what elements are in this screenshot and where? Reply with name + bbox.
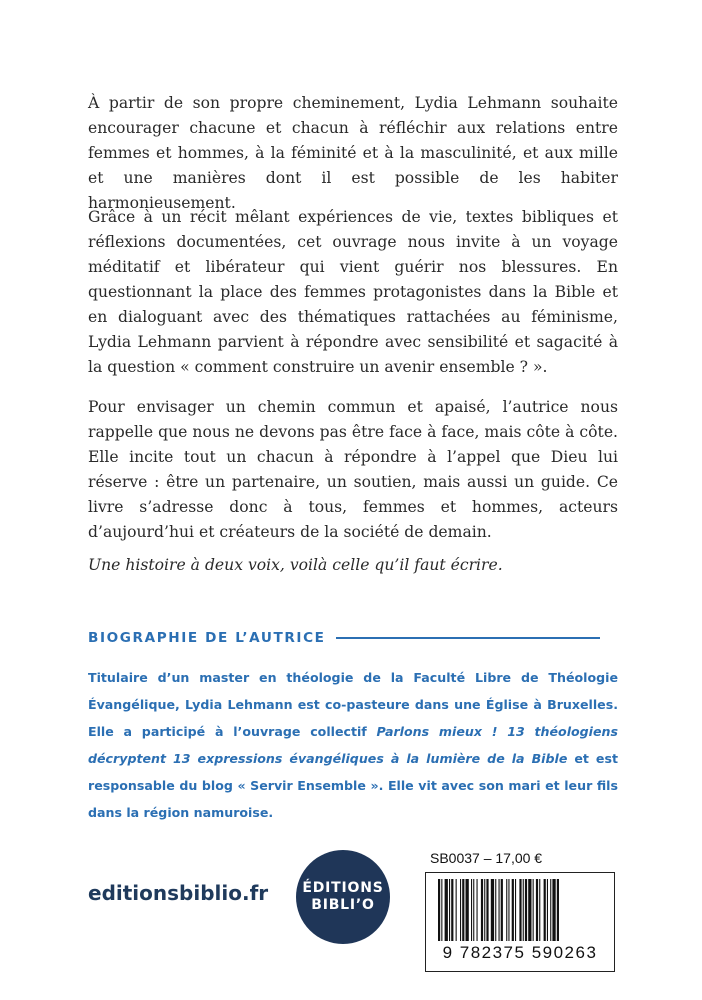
logo-line-1: ÉDITIONS bbox=[302, 880, 384, 896]
barcode-icon bbox=[436, 879, 604, 941]
publisher-website: editionsbiblio.fr bbox=[88, 881, 269, 905]
publisher-logo bbox=[296, 850, 390, 944]
isbn-number: 9 782375 590263 bbox=[442, 943, 598, 962]
barcode-frame bbox=[425, 872, 615, 972]
bio-text-part-2: et est responsable du blog « Servir Ensemble ». Elle vit avec son mari et leur fils dans la région namuroise. bbox=[88, 751, 618, 820]
barcode-block bbox=[425, 850, 615, 970]
bio-book-title: Parlons mieux ! 13 théologiens décryptent 13 expressions évangéliques à la lumière de la Bible bbox=[88, 724, 618, 766]
bio-header bbox=[88, 628, 600, 648]
bio-text-part-1: Titulaire d’un master en théologie de la Faculté Libre de Théologie Évangélique, Lydia Lehmann est co-pasteure dans une Église à Bruxelles. Elle a participé à l’ouvrage collectif bbox=[88, 670, 618, 739]
tagline: Une histoire à deux voix, voilà celle qu’il faut écrire. bbox=[88, 556, 503, 574]
price-label: SB0037 – 17,00 € bbox=[430, 850, 543, 866]
logo-line-2: BIBLI’O bbox=[311, 897, 375, 913]
bio-title: BIOGRAPHIE DE L’AUTRICE bbox=[88, 630, 326, 646]
blurb-paragraph-3: Pour envisager un chemin commun et apaisé, l’autrice nous rappelle que nous ne devons pas être face à face, mais côte à côte. Elle incite tout un chacun à répondre à l’appel que Dieu lui réserve : être un partenaire, un soutien, mais aussi un guide. Ce livre s’adresse donc à tous, femmes et hommes, acteurs d’aujourd’hui et créateurs de la société de demain. bbox=[88, 398, 618, 541]
bio-divider bbox=[336, 637, 600, 639]
blurb-paragraph-1: À partir de son propre cheminement, Lydia Lehmann souhaite encourager chacune et chacun à réfléchir aux relations entre femmes et hommes, à la féminité et à la masculinité, et aux mille et une manières dont il est possible de les habiter harmonieusement. bbox=[88, 94, 618, 212]
blurb-paragraph-2: Grâce à un récit mêlant expériences de vie, textes bibliques et réflexions documentées, cet ouvrage nous invite à un voyage méditatif et libérateur qui vient guérir nos blessures. En questionnant la place des femmes protagonistes dans la Bible et en dialoguant avec des thématiques rattachées au féminisme, Lydia Lehmann parvient à répondre avec sensibilité et sagacité à la question « comment construire un avenir ensemble ? ». bbox=[88, 208, 618, 376]
bio-text bbox=[88, 664, 618, 826]
